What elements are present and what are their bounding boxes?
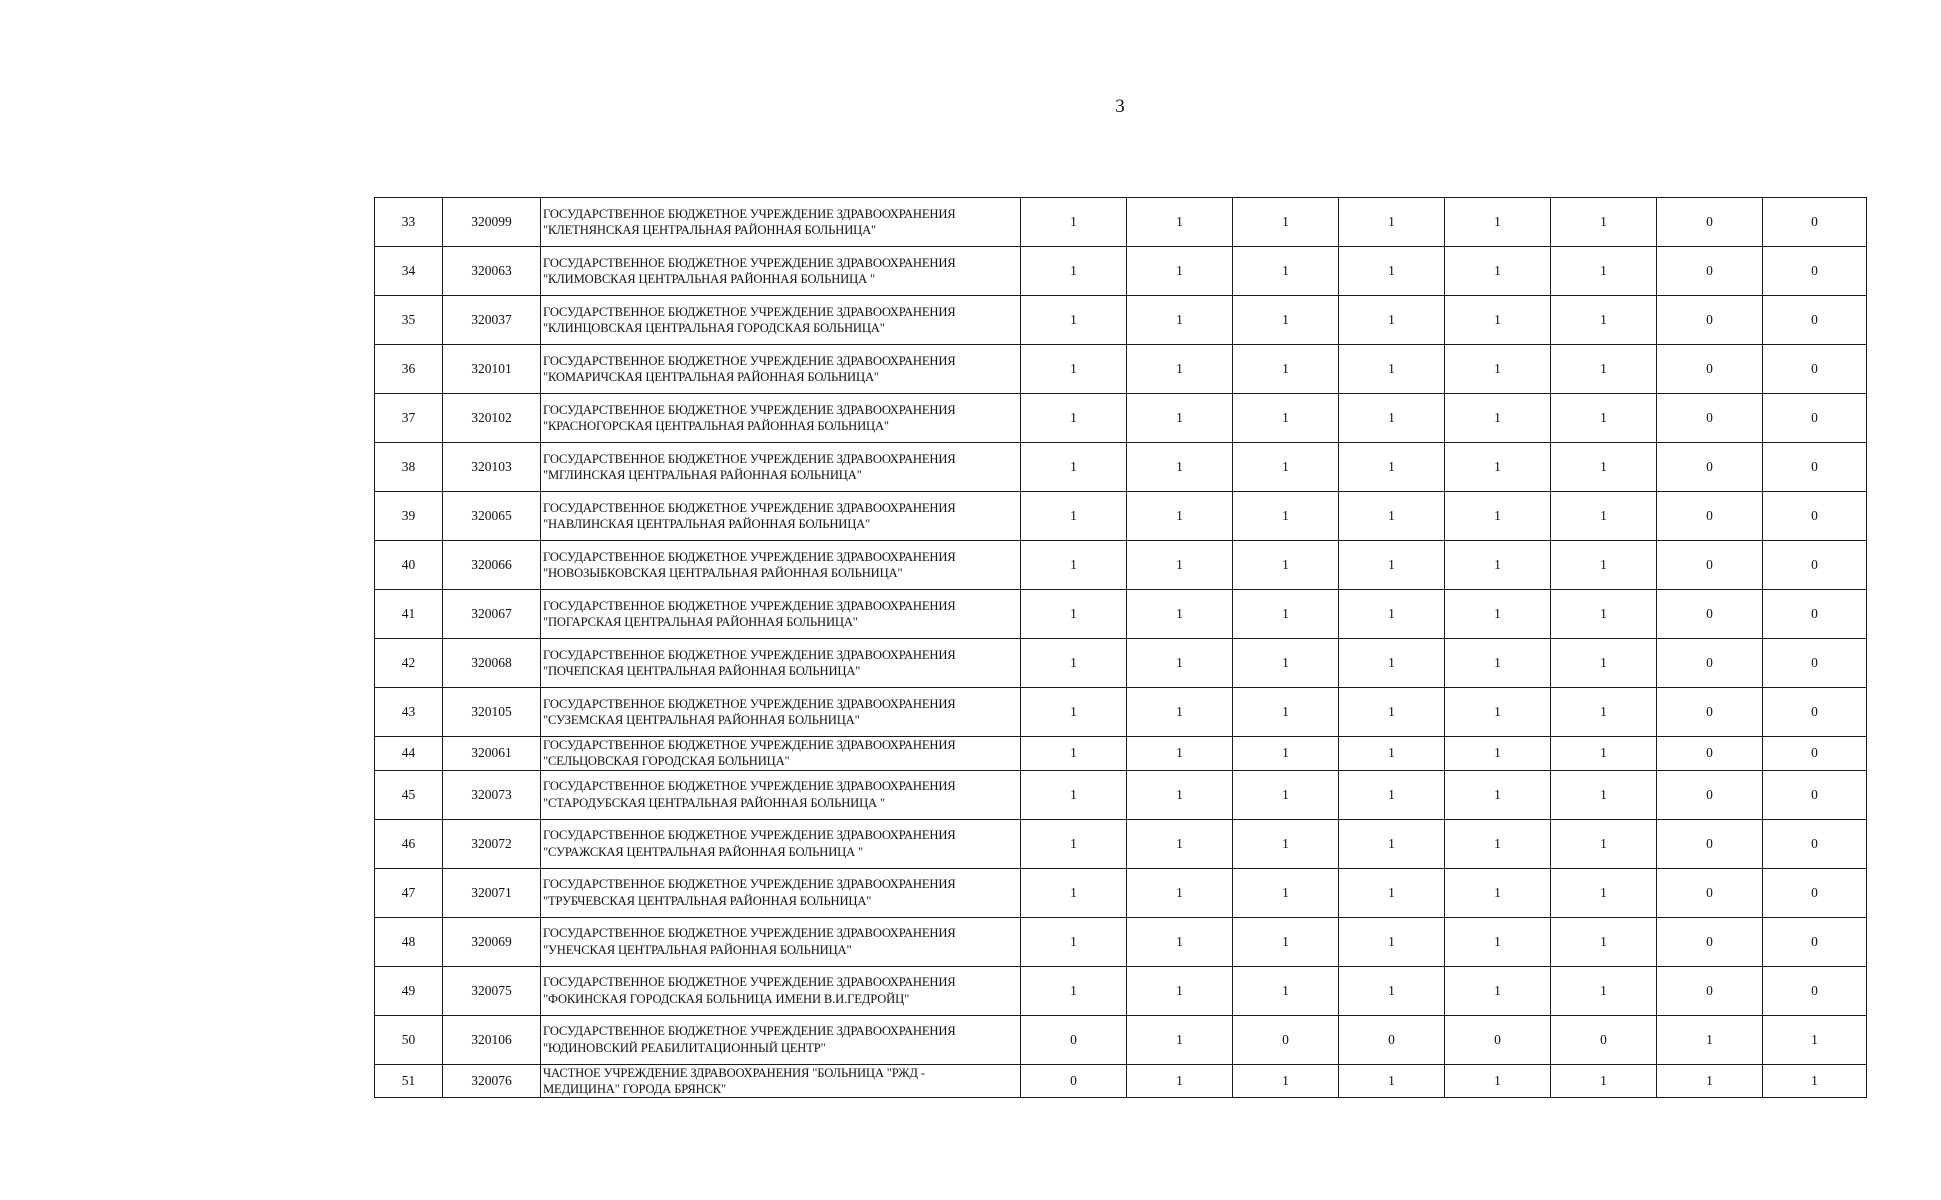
value-cell-col-4: 1 bbox=[1339, 1064, 1445, 1098]
value-cell-col-3: 1 bbox=[1233, 443, 1339, 492]
value-cell-col-8: 0 bbox=[1763, 492, 1867, 541]
organization-name-line2: "ЮДИНОВСКИЙ РЕАБИЛИТАЦИОННЫЙ ЦЕНТР" bbox=[543, 1040, 826, 1055]
value-cell-col-3: 1 bbox=[1233, 296, 1339, 345]
organization-name-line2: "ПОГАРСКАЯ ЦЕНТРАЛЬНАЯ РАЙОННАЯ БОЛЬНИЦА" bbox=[543, 615, 858, 629]
value-cell-col-4: 1 bbox=[1339, 198, 1445, 247]
value-cell-col-5: 1 bbox=[1445, 247, 1551, 296]
value-cell-col-2: 1 bbox=[1127, 819, 1233, 868]
value-cell-col-8: 0 bbox=[1763, 394, 1867, 443]
value-cell-col-1: 1 bbox=[1021, 966, 1127, 1015]
value-cell-col-6: 1 bbox=[1551, 917, 1657, 966]
organization-name-line2: "СТАРОДУБСКАЯ ЦЕНТРАЛЬНАЯ РАЙОННАЯ БОЛЬНИЦА " bbox=[543, 795, 885, 810]
value-cell-col-7: 0 bbox=[1657, 198, 1763, 247]
value-cell-col-6: 1 bbox=[1551, 345, 1657, 394]
row-number-cell: 44 bbox=[375, 737, 443, 771]
organization-code-cell: 320071 bbox=[443, 868, 541, 917]
organization-name-line2: "УНЕЧСКАЯ ЦЕНТРАЛЬНАЯ РАЙОННАЯ БОЛЬНИЦА" bbox=[543, 942, 852, 957]
organization-name-cell bbox=[541, 394, 1021, 443]
table-body bbox=[375, 198, 1867, 1098]
table-row bbox=[375, 492, 1867, 541]
value-cell-col-6: 1 bbox=[1551, 966, 1657, 1015]
value-cell-col-3: 1 bbox=[1233, 1064, 1339, 1098]
row-number-cell: 45 bbox=[375, 770, 443, 819]
value-cell-col-3: 1 bbox=[1233, 917, 1339, 966]
value-cell-col-5: 1 bbox=[1445, 443, 1551, 492]
table-row bbox=[375, 590, 1867, 639]
organization-name-line1: ГОСУДАРСТВЕННОЕ БЮДЖЕТНОЕ УЧРЕЖДЕНИЕ ЗДРАВООХРАНЕНИЯ bbox=[543, 353, 956, 368]
row-number-cell: 49 bbox=[375, 966, 443, 1015]
organization-name-line1: ГОСУДАРСТВЕННОЕ БЮДЖЕТНОЕ УЧРЕЖДЕНИЕ ЗДРАВООХРАНЕНИЯ bbox=[543, 696, 956, 711]
value-cell-col-5: 0 bbox=[1445, 1015, 1551, 1064]
row-number-cell: 40 bbox=[375, 541, 443, 590]
organization-code-cell: 320103 bbox=[443, 443, 541, 492]
organization-name-line1: ГОСУДАРСТВЕННОЕ БЮДЖЕТНОЕ УЧРЕЖДЕНИЕ ЗДРАВООХРАНЕНИЯ bbox=[543, 500, 956, 515]
value-cell-col-6: 1 bbox=[1551, 296, 1657, 345]
organization-code-cell: 320102 bbox=[443, 394, 541, 443]
organization-name-cell bbox=[541, 917, 1021, 966]
organization-name-cell bbox=[541, 541, 1021, 590]
organization-code-cell: 320067 bbox=[443, 590, 541, 639]
value-cell-col-2: 1 bbox=[1127, 688, 1233, 737]
value-cell-col-6: 1 bbox=[1551, 868, 1657, 917]
value-cell-col-2: 1 bbox=[1127, 770, 1233, 819]
value-cell-col-5: 1 bbox=[1445, 296, 1551, 345]
value-cell-col-2: 1 bbox=[1127, 639, 1233, 688]
table-row bbox=[375, 966, 1867, 1015]
organization-name-cell bbox=[541, 492, 1021, 541]
value-cell-col-4: 1 bbox=[1339, 296, 1445, 345]
value-cell-col-7: 0 bbox=[1657, 917, 1763, 966]
value-cell-col-2: 1 bbox=[1127, 868, 1233, 917]
value-cell-col-4: 1 bbox=[1339, 770, 1445, 819]
table-row bbox=[375, 868, 1867, 917]
value-cell-col-8: 0 bbox=[1763, 296, 1867, 345]
row-number-cell: 37 bbox=[375, 394, 443, 443]
organization-name-line2: "СУРАЖСКАЯ ЦЕНТРАЛЬНАЯ РАЙОННАЯ БОЛЬНИЦА " bbox=[543, 844, 864, 859]
value-cell-col-7: 0 bbox=[1657, 492, 1763, 541]
value-cell-col-2: 1 bbox=[1127, 394, 1233, 443]
value-cell-col-8: 1 bbox=[1763, 1064, 1867, 1098]
organization-name-line1: ГОСУДАРСТВЕННОЕ БЮДЖЕТНОЕ УЧРЕЖДЕНИЕ ЗДРАВООХРАНЕНИЯ bbox=[543, 451, 956, 466]
value-cell-col-3: 1 bbox=[1233, 737, 1339, 771]
organization-name-line2: "НАВЛИНСКАЯ ЦЕНТРАЛЬНАЯ РАЙОННАЯ БОЛЬНИЦА" bbox=[543, 517, 871, 531]
value-cell-col-5: 1 bbox=[1445, 868, 1551, 917]
value-cell-col-4: 1 bbox=[1339, 688, 1445, 737]
value-cell-col-2: 1 bbox=[1127, 1015, 1233, 1064]
value-cell-col-2: 1 bbox=[1127, 541, 1233, 590]
value-cell-col-6: 1 bbox=[1551, 1064, 1657, 1098]
organization-name-line1: ГОСУДАРСТВЕННОЕ БЮДЖЕТНОЕ УЧРЕЖДЕНИЕ ЗДРАВООХРАНЕНИЯ bbox=[543, 402, 956, 417]
value-cell-col-4: 1 bbox=[1339, 590, 1445, 639]
value-cell-col-3: 1 bbox=[1233, 247, 1339, 296]
organization-name-cell bbox=[541, 1064, 1021, 1098]
value-cell-col-4: 1 bbox=[1339, 868, 1445, 917]
value-cell-col-1: 1 bbox=[1021, 917, 1127, 966]
organization-name-line1: ГОСУДАРСТВЕННОЕ БЮДЖЕТНОЕ УЧРЕЖДЕНИЕ ЗДРАВООХРАНЕНИЯ bbox=[543, 877, 956, 892]
value-cell-col-2: 1 bbox=[1127, 966, 1233, 1015]
value-cell-col-7: 0 bbox=[1657, 296, 1763, 345]
value-cell-col-7: 0 bbox=[1657, 443, 1763, 492]
value-cell-col-8: 0 bbox=[1763, 688, 1867, 737]
value-cell-col-7: 0 bbox=[1657, 394, 1763, 443]
value-cell-col-4: 0 bbox=[1339, 1015, 1445, 1064]
value-cell-col-6: 1 bbox=[1551, 198, 1657, 247]
value-cell-col-7: 0 bbox=[1657, 966, 1763, 1015]
value-cell-col-4: 1 bbox=[1339, 541, 1445, 590]
table-row bbox=[375, 1064, 1867, 1098]
organization-name-cell bbox=[541, 198, 1021, 247]
value-cell-col-5: 1 bbox=[1445, 770, 1551, 819]
row-number-cell: 46 bbox=[375, 819, 443, 868]
value-cell-col-5: 1 bbox=[1445, 819, 1551, 868]
value-cell-col-6: 1 bbox=[1551, 541, 1657, 590]
organization-code-cell: 320066 bbox=[443, 541, 541, 590]
organization-name-line2: "КЛИНЦОВСКАЯ ЦЕНТРАЛЬНАЯ ГОРОДСКАЯ БОЛЬНИЦА" bbox=[543, 321, 885, 335]
value-cell-col-6: 1 bbox=[1551, 639, 1657, 688]
value-cell-col-5: 1 bbox=[1445, 966, 1551, 1015]
organization-name-cell bbox=[541, 296, 1021, 345]
organization-name-cell bbox=[541, 247, 1021, 296]
value-cell-col-7: 1 bbox=[1657, 1064, 1763, 1098]
organization-code-cell: 320106 bbox=[443, 1015, 541, 1064]
hospital-table bbox=[374, 197, 1867, 1098]
value-cell-col-4: 1 bbox=[1339, 819, 1445, 868]
table-row bbox=[375, 198, 1867, 247]
organization-name-line1: ГОСУДАРСТВЕННОЕ БЮДЖЕТНОЕ УЧРЕЖДЕНИЕ ЗДРАВООХРАНЕНИЯ bbox=[543, 598, 956, 613]
value-cell-col-8: 0 bbox=[1763, 247, 1867, 296]
value-cell-col-5: 1 bbox=[1445, 345, 1551, 394]
value-cell-col-2: 1 bbox=[1127, 590, 1233, 639]
value-cell-col-1: 1 bbox=[1021, 868, 1127, 917]
value-cell-col-8: 0 bbox=[1763, 198, 1867, 247]
organization-code-cell: 320072 bbox=[443, 819, 541, 868]
value-cell-col-1: 1 bbox=[1021, 247, 1127, 296]
value-cell-col-5: 1 bbox=[1445, 198, 1551, 247]
value-cell-col-5: 1 bbox=[1445, 492, 1551, 541]
value-cell-col-1: 1 bbox=[1021, 737, 1127, 771]
value-cell-col-6: 1 bbox=[1551, 737, 1657, 771]
value-cell-col-3: 1 bbox=[1233, 394, 1339, 443]
value-cell-col-8: 0 bbox=[1763, 917, 1867, 966]
value-cell-col-1: 1 bbox=[1021, 443, 1127, 492]
value-cell-col-1: 1 bbox=[1021, 639, 1127, 688]
table-row bbox=[375, 1015, 1867, 1064]
row-number-cell: 51 bbox=[375, 1064, 443, 1098]
value-cell-col-1: 1 bbox=[1021, 590, 1127, 639]
table-row bbox=[375, 770, 1867, 819]
organization-name-cell bbox=[541, 737, 1021, 771]
row-number-cell: 35 bbox=[375, 296, 443, 345]
value-cell-col-7: 0 bbox=[1657, 345, 1763, 394]
value-cell-col-7: 0 bbox=[1657, 868, 1763, 917]
organization-name-line2: "КОМАРИЧСКАЯ ЦЕНТРАЛЬНАЯ РАЙОННАЯ БОЛЬНИЦА" bbox=[543, 370, 879, 384]
organization-name-cell bbox=[541, 1015, 1021, 1064]
organization-name-line1: ГОСУДАРСТВЕННОЕ БЮДЖЕТНОЕ УЧРЕЖДЕНИЕ ЗДРАВООХРАНЕНИЯ bbox=[543, 779, 956, 794]
value-cell-col-7: 0 bbox=[1657, 541, 1763, 590]
value-cell-col-5: 1 bbox=[1445, 917, 1551, 966]
organization-name-cell bbox=[541, 868, 1021, 917]
value-cell-col-6: 1 bbox=[1551, 590, 1657, 639]
value-cell-col-1: 1 bbox=[1021, 688, 1127, 737]
row-number-cell: 39 bbox=[375, 492, 443, 541]
value-cell-col-7: 0 bbox=[1657, 590, 1763, 639]
value-cell-col-4: 1 bbox=[1339, 966, 1445, 1015]
row-number-cell: 48 bbox=[375, 917, 443, 966]
value-cell-col-3: 1 bbox=[1233, 688, 1339, 737]
value-cell-col-1: 1 bbox=[1021, 198, 1127, 247]
organization-code-cell: 320075 bbox=[443, 966, 541, 1015]
value-cell-col-2: 1 bbox=[1127, 917, 1233, 966]
table-row bbox=[375, 443, 1867, 492]
value-cell-col-8: 0 bbox=[1763, 443, 1867, 492]
organization-code-cell: 320068 bbox=[443, 639, 541, 688]
value-cell-col-1: 0 bbox=[1021, 1064, 1127, 1098]
organization-name-line2: "МГЛИНСКАЯ ЦЕНТРАЛЬНАЯ РАЙОННАЯ БОЛЬНИЦА" bbox=[543, 468, 862, 482]
organization-name-cell bbox=[541, 688, 1021, 737]
value-cell-col-1: 1 bbox=[1021, 394, 1127, 443]
organization-name-cell bbox=[541, 966, 1021, 1015]
value-cell-col-5: 1 bbox=[1445, 541, 1551, 590]
value-cell-col-3: 1 bbox=[1233, 966, 1339, 1015]
value-cell-col-2: 1 bbox=[1127, 737, 1233, 771]
value-cell-col-2: 1 bbox=[1127, 296, 1233, 345]
organization-name-line1: ГОСУДАРСТВЕННОЕ БЮДЖЕТНОЕ УЧРЕЖДЕНИЕ ЗДРАВООХРАНЕНИЯ bbox=[543, 828, 956, 843]
value-cell-col-7: 0 bbox=[1657, 819, 1763, 868]
table-row bbox=[375, 247, 1867, 296]
organization-code-cell: 320063 bbox=[443, 247, 541, 296]
value-cell-col-8: 0 bbox=[1763, 345, 1867, 394]
value-cell-col-7: 1 bbox=[1657, 1015, 1763, 1064]
organization-name-cell bbox=[541, 819, 1021, 868]
value-cell-col-2: 1 bbox=[1127, 492, 1233, 541]
value-cell-col-4: 1 bbox=[1339, 394, 1445, 443]
table-row bbox=[375, 639, 1867, 688]
value-cell-col-1: 1 bbox=[1021, 345, 1127, 394]
organization-name-line1: ГОСУДАРСТВЕННОЕ БЮДЖЕТНОЕ УЧРЕЖДЕНИЕ ЗДРАВООХРАНЕНИЯ bbox=[543, 1024, 956, 1039]
table-row bbox=[375, 819, 1867, 868]
organization-name-line2: "ПОЧЕПСКАЯ ЦЕНТРАЛЬНАЯ РАЙОННАЯ БОЛЬНИЦА" bbox=[543, 664, 861, 678]
row-number-cell: 47 bbox=[375, 868, 443, 917]
row-number-cell: 50 bbox=[375, 1015, 443, 1064]
value-cell-col-8: 0 bbox=[1763, 590, 1867, 639]
organization-name-cell bbox=[541, 770, 1021, 819]
value-cell-col-8: 0 bbox=[1763, 819, 1867, 868]
value-cell-col-2: 1 bbox=[1127, 1064, 1233, 1098]
organization-name-cell bbox=[541, 590, 1021, 639]
value-cell-col-8: 0 bbox=[1763, 639, 1867, 688]
organization-code-cell: 320069 bbox=[443, 917, 541, 966]
organization-code-cell: 320076 bbox=[443, 1064, 541, 1098]
organization-code-cell: 320101 bbox=[443, 345, 541, 394]
value-cell-col-6: 1 bbox=[1551, 247, 1657, 296]
value-cell-col-6: 1 bbox=[1551, 688, 1657, 737]
organization-name-line2: "СЕЛЬЦОВСКАЯ ГОРОДСКАЯ БОЛЬНИЦА" bbox=[543, 754, 790, 769]
organization-name-line1: ГОСУДАРСТВЕННОЕ БЮДЖЕТНОЕ УЧРЕЖДЕНИЕ ЗДРАВООХРАНЕНИЯ bbox=[543, 647, 956, 662]
row-number-cell: 43 bbox=[375, 688, 443, 737]
value-cell-col-3: 1 bbox=[1233, 541, 1339, 590]
value-cell-col-6: 1 bbox=[1551, 819, 1657, 868]
value-cell-col-4: 1 bbox=[1339, 917, 1445, 966]
value-cell-col-5: 1 bbox=[1445, 394, 1551, 443]
value-cell-col-1: 0 bbox=[1021, 1015, 1127, 1064]
value-cell-col-8: 0 bbox=[1763, 966, 1867, 1015]
organization-name-line2: "СУЗЕМСКАЯ ЦЕНТРАЛЬНАЯ РАЙОННАЯ БОЛЬНИЦА" bbox=[543, 713, 860, 727]
organization-code-cell: 320037 bbox=[443, 296, 541, 345]
organization-name-line2: "КЛИМОВСКАЯ ЦЕНТРАЛЬНАЯ РАЙОННАЯ БОЛЬНИЦА " bbox=[543, 272, 875, 286]
row-number-cell: 41 bbox=[375, 590, 443, 639]
value-cell-col-2: 1 bbox=[1127, 198, 1233, 247]
value-cell-col-3: 1 bbox=[1233, 345, 1339, 394]
organization-name-line2: "КРАСНОГОРСКАЯ ЦЕНТРАЛЬНАЯ РАЙОННАЯ БОЛЬНИЦА" bbox=[543, 419, 889, 433]
organization-name-line2: "ТРУБЧЕВСКАЯ ЦЕНТРАЛЬНАЯ РАЙОННАЯ БОЛЬНИЦА" bbox=[543, 893, 872, 908]
table-row bbox=[375, 737, 1867, 771]
value-cell-col-3: 1 bbox=[1233, 819, 1339, 868]
page-number: 3 bbox=[1115, 96, 1125, 117]
table-row bbox=[375, 345, 1867, 394]
organization-code-cell: 320073 bbox=[443, 770, 541, 819]
value-cell-col-6: 1 bbox=[1551, 770, 1657, 819]
organization-code-cell: 320105 bbox=[443, 688, 541, 737]
value-cell-col-5: 1 bbox=[1445, 639, 1551, 688]
row-number-cell: 33 bbox=[375, 198, 443, 247]
organization-name-line1: ГОСУДАРСТВЕННОЕ БЮДЖЕТНОЕ УЧРЕЖДЕНИЕ ЗДРАВООХРАНЕНИЯ bbox=[543, 255, 956, 270]
value-cell-col-5: 1 bbox=[1445, 1064, 1551, 1098]
value-cell-col-7: 0 bbox=[1657, 737, 1763, 771]
table-row bbox=[375, 394, 1867, 443]
value-cell-col-8: 1 bbox=[1763, 1015, 1867, 1064]
organization-code-cell: 320099 bbox=[443, 198, 541, 247]
value-cell-col-1: 1 bbox=[1021, 541, 1127, 590]
organization-code-cell: 320061 bbox=[443, 737, 541, 771]
value-cell-col-4: 1 bbox=[1339, 247, 1445, 296]
value-cell-col-1: 1 bbox=[1021, 819, 1127, 868]
table-row bbox=[375, 296, 1867, 345]
value-cell-col-2: 1 bbox=[1127, 443, 1233, 492]
value-cell-col-7: 0 bbox=[1657, 688, 1763, 737]
organization-name-line2: "ФОКИНСКАЯ ГОРОДСКАЯ БОЛЬНИЦА ИМЕНИ В.И.ГЕДРОЙЦ" bbox=[543, 991, 910, 1006]
organization-name-line2: "НОВОЗЫБКОВСКАЯ ЦЕНТРАЛЬНАЯ РАЙОННАЯ БОЛЬНИЦА" bbox=[543, 566, 903, 580]
value-cell-col-4: 1 bbox=[1339, 443, 1445, 492]
value-cell-col-7: 0 bbox=[1657, 639, 1763, 688]
value-cell-col-3: 1 bbox=[1233, 770, 1339, 819]
value-cell-col-8: 0 bbox=[1763, 868, 1867, 917]
organization-name-line1: ЧАСТНОЕ УЧРЕЖДЕНИЕ ЗДРАВООХРАНЕНИЯ "БОЛЬНИЦА "РЖД - bbox=[543, 1065, 925, 1080]
organization-name-line1: ГОСУДАРСТВЕННОЕ БЮДЖЕТНОЕ УЧРЕЖДЕНИЕ ЗДРАВООХРАНЕНИЯ bbox=[543, 975, 956, 990]
value-cell-col-8: 0 bbox=[1763, 541, 1867, 590]
value-cell-col-2: 1 bbox=[1127, 247, 1233, 296]
value-cell-col-6: 1 bbox=[1551, 394, 1657, 443]
organization-name-cell bbox=[541, 443, 1021, 492]
organization-name-line2: "КЛЕТНЯНСКАЯ ЦЕНТРАЛЬНАЯ РАЙОННАЯ БОЛЬНИЦА" bbox=[543, 223, 877, 237]
value-cell-col-4: 1 bbox=[1339, 345, 1445, 394]
value-cell-col-6: 0 bbox=[1551, 1015, 1657, 1064]
row-number-cell: 38 bbox=[375, 443, 443, 492]
value-cell-col-3: 1 bbox=[1233, 639, 1339, 688]
organization-code-cell: 320065 bbox=[443, 492, 541, 541]
organization-name-line1: ГОСУДАРСТВЕННОЕ БЮДЖЕТНОЕ УЧРЕЖДЕНИЕ ЗДРАВООХРАНЕНИЯ bbox=[543, 206, 956, 221]
value-cell-col-4: 1 bbox=[1339, 639, 1445, 688]
value-cell-col-6: 1 bbox=[1551, 443, 1657, 492]
value-cell-col-1: 1 bbox=[1021, 770, 1127, 819]
value-cell-col-3: 1 bbox=[1233, 492, 1339, 541]
value-cell-col-8: 0 bbox=[1763, 770, 1867, 819]
organization-name-cell bbox=[541, 345, 1021, 394]
row-number-cell: 36 bbox=[375, 345, 443, 394]
value-cell-col-5: 1 bbox=[1445, 688, 1551, 737]
table-row bbox=[375, 688, 1867, 737]
row-number-cell: 42 bbox=[375, 639, 443, 688]
organization-name-line2: МЕДИЦИНА" ГОРОДА БРЯНСК" bbox=[543, 1082, 727, 1097]
table-row bbox=[375, 541, 1867, 590]
value-cell-col-4: 1 bbox=[1339, 492, 1445, 541]
value-cell-col-7: 0 bbox=[1657, 770, 1763, 819]
value-cell-col-8: 0 bbox=[1763, 737, 1867, 771]
organization-name-line1: ГОСУДАРСТВЕННОЕ БЮДЖЕТНОЕ УЧРЕЖДЕНИЕ ЗДРАВООХРАНЕНИЯ bbox=[543, 549, 956, 564]
value-cell-col-1: 1 bbox=[1021, 296, 1127, 345]
value-cell-col-1: 1 bbox=[1021, 492, 1127, 541]
organization-name-line1: ГОСУДАРСТВЕННОЕ БЮДЖЕТНОЕ УЧРЕЖДЕНИЕ ЗДРАВООХРАНЕНИЯ bbox=[543, 738, 956, 752]
value-cell-col-3: 1 bbox=[1233, 198, 1339, 247]
organization-name-line1: ГОСУДАРСТВЕННОЕ БЮДЖЕТНОЕ УЧРЕЖДЕНИЕ ЗДРАВООХРАНЕНИЯ bbox=[543, 304, 956, 319]
hospital-table-container bbox=[374, 197, 1866, 1098]
row-number-cell: 34 bbox=[375, 247, 443, 296]
table-row bbox=[375, 917, 1867, 966]
organization-name-cell bbox=[541, 639, 1021, 688]
value-cell-col-3: 0 bbox=[1233, 1015, 1339, 1064]
value-cell-col-5: 1 bbox=[1445, 590, 1551, 639]
value-cell-col-2: 1 bbox=[1127, 345, 1233, 394]
value-cell-col-7: 0 bbox=[1657, 247, 1763, 296]
value-cell-col-4: 1 bbox=[1339, 737, 1445, 771]
value-cell-col-6: 1 bbox=[1551, 492, 1657, 541]
value-cell-col-3: 1 bbox=[1233, 868, 1339, 917]
organization-name-line1: ГОСУДАРСТВЕННОЕ БЮДЖЕТНОЕ УЧРЕЖДЕНИЕ ЗДРАВООХРАНЕНИЯ bbox=[543, 926, 956, 941]
value-cell-col-5: 1 bbox=[1445, 737, 1551, 771]
value-cell-col-3: 1 bbox=[1233, 590, 1339, 639]
